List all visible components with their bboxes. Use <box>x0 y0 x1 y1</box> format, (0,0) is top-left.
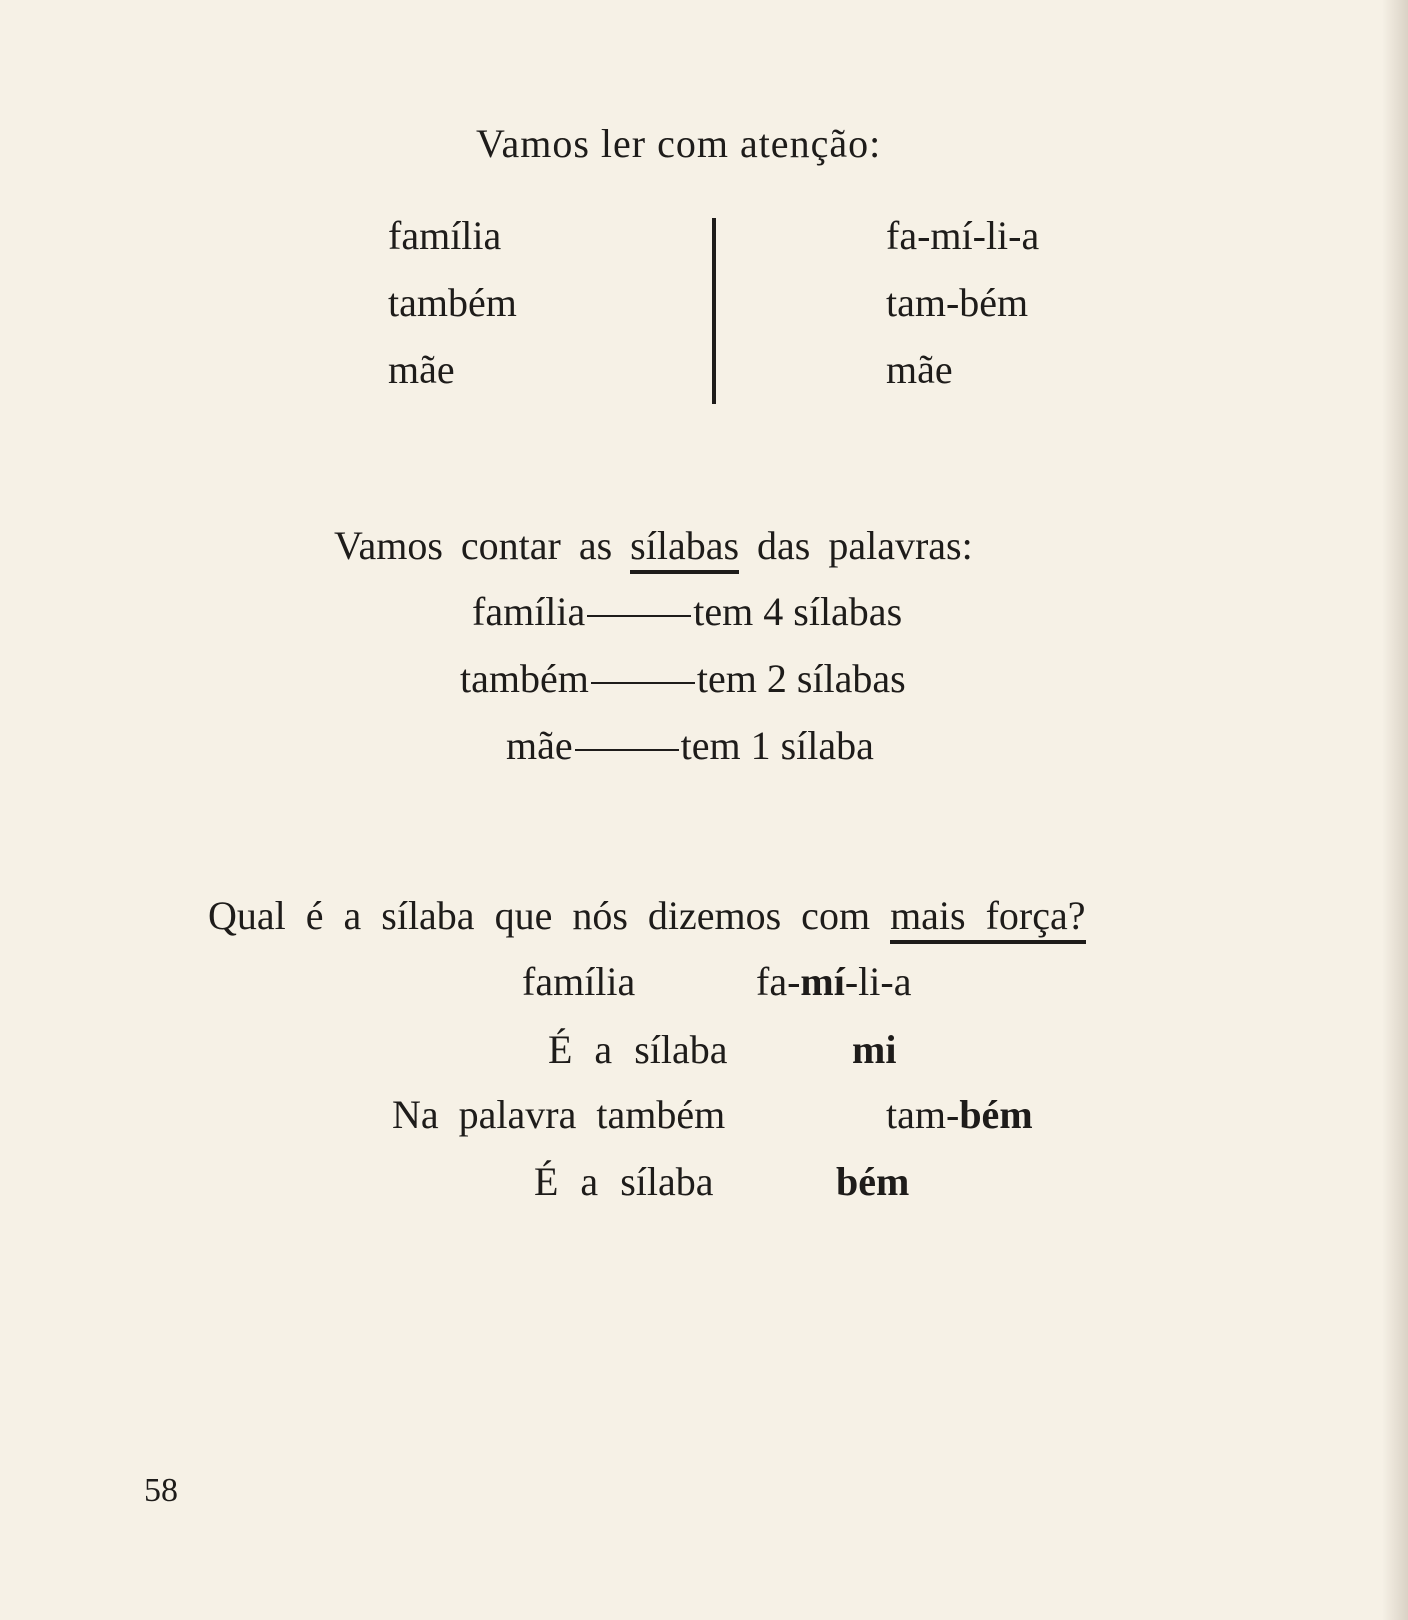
example-lead: É a sílaba <box>548 1027 728 1072</box>
count-word: mãe <box>506 723 573 768</box>
heading-read: Vamos ler com atenção: <box>476 121 882 166</box>
word-table-syllables: mãe <box>886 347 953 392</box>
count-line <box>460 656 906 701</box>
word-table-syllables: tam-bém <box>886 280 1029 325</box>
syllable-stressed: bém <box>959 1092 1033 1137</box>
word-table-syllables: fa-mí-li-a <box>886 213 1040 258</box>
count-word: também <box>460 656 589 701</box>
count-text: tem 1 sílaba <box>680 723 874 768</box>
count-word: família <box>472 589 586 634</box>
example-stressed-syllable: bém <box>836 1159 910 1204</box>
page-number: 58 <box>144 1472 178 1509</box>
syllable-plain: tam- <box>886 1092 960 1137</box>
heading-stress <box>208 893 1086 938</box>
heading-count-underlined: sílabas <box>630 523 739 574</box>
heading-count-before: Vamos contar as <box>334 523 631 568</box>
dash-connector <box>591 682 695 684</box>
syllable-plain: fa- <box>756 959 801 1004</box>
syllable-stressed: mí <box>800 959 845 1004</box>
example-syllables <box>756 959 912 1004</box>
syllable-plain: -li-a <box>844 959 912 1004</box>
heading-stress-underlined: mais força? <box>890 893 1085 944</box>
example-word: família <box>522 959 636 1004</box>
example-syllables <box>886 1092 1033 1137</box>
count-text: tem 4 sílabas <box>693 589 903 634</box>
example-stressed-syllable: mi <box>852 1027 897 1072</box>
heading-count <box>334 523 973 568</box>
table-divider <box>712 218 716 404</box>
word-table-word: família <box>388 213 502 258</box>
dash-connector <box>587 615 691 617</box>
example-lead: Na palavra também <box>392 1092 726 1137</box>
page-edge-shadow <box>1382 0 1408 1620</box>
count-line <box>506 723 874 768</box>
heading-count-after: das palavras: <box>739 523 973 568</box>
dash-connector <box>575 749 679 751</box>
count-line <box>472 589 903 634</box>
example-lead: É a sílaba <box>534 1159 714 1204</box>
word-table-word: mãe <box>388 347 455 392</box>
count-text: tem 2 sílabas <box>696 656 906 701</box>
word-table-word: também <box>388 280 517 325</box>
heading-stress-before: Qual é a sílaba que nós dizemos com <box>208 893 891 938</box>
